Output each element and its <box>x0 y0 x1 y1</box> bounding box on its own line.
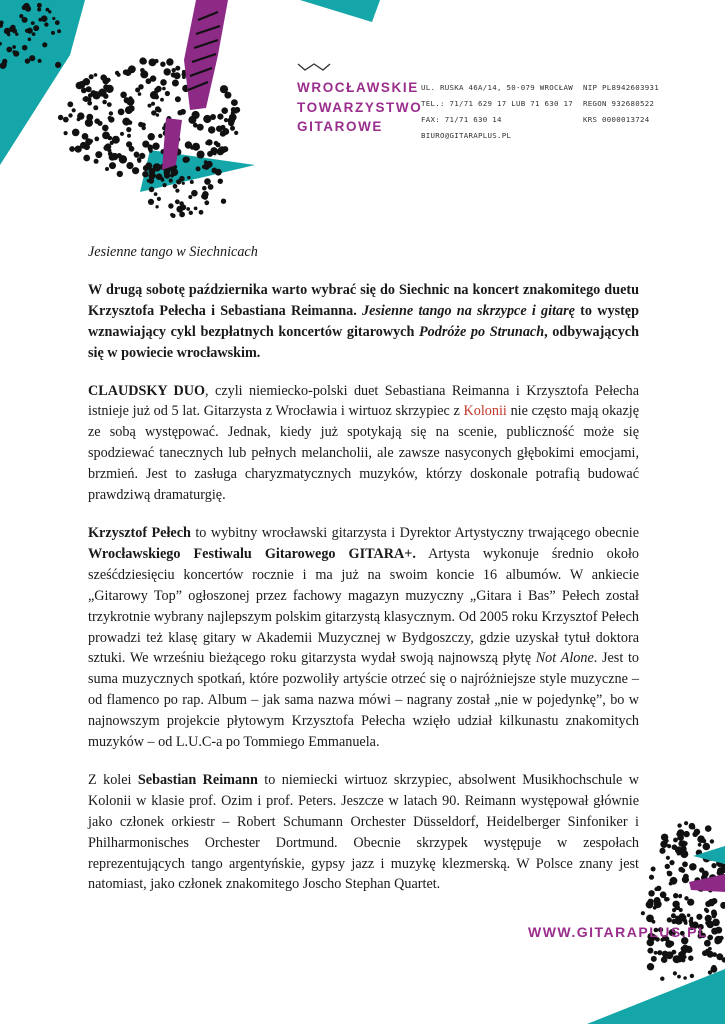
decorative-dot <box>711 911 717 917</box>
decorative-dot <box>672 901 679 908</box>
decorative-dot <box>19 14 23 18</box>
decorative-dot <box>175 189 179 193</box>
decorative-dot <box>63 117 69 123</box>
decorative-dot <box>7 33 10 36</box>
decorative-dot <box>179 201 184 206</box>
decorative-dot <box>172 68 176 72</box>
decorative-dot <box>673 955 681 963</box>
decorative-dot <box>666 897 670 901</box>
decorative-dot <box>142 141 149 148</box>
decorative-dot <box>190 117 196 123</box>
fax-line: FAX: 71/71 630 14 <box>421 115 502 124</box>
decorative-dot <box>160 98 164 102</box>
decorative-dot <box>214 141 219 146</box>
decorative-dot <box>6 47 12 53</box>
decorative-dot <box>83 155 90 162</box>
decorative-dot <box>210 114 216 120</box>
decorative-dot <box>208 126 215 133</box>
phone-line: TEL.: 71/71 629 17 LUB 71 630 17 <box>421 99 573 108</box>
decorative-dot <box>171 214 176 219</box>
decorative-dot <box>219 180 223 184</box>
decorative-dot <box>714 938 721 945</box>
decorative-dot <box>75 146 82 153</box>
decorative-dot <box>199 210 204 215</box>
decorative-dot <box>690 825 695 830</box>
decorative-dot <box>154 192 158 196</box>
decorative-dot <box>683 848 687 852</box>
org-name-line: GITAROWE <box>297 119 384 134</box>
decorative-dot <box>168 203 173 208</box>
decorative-dot <box>109 162 116 169</box>
decorative-dot <box>100 74 106 80</box>
decorative-dot <box>41 15 48 22</box>
decorative-dot <box>132 167 139 174</box>
decorative-dot <box>155 205 158 208</box>
artist-name: Sebastian Reimann <box>137 771 258 788</box>
decorative-dot <box>659 848 665 854</box>
decorative-dot <box>696 914 702 920</box>
decorative-dot <box>15 33 18 36</box>
duo-name: CLAUDSKY DUO <box>88 382 206 399</box>
decorative-dot <box>122 118 130 126</box>
decorative-dot <box>72 129 80 137</box>
decorative-dot <box>717 870 722 875</box>
decorative-dot <box>690 974 694 978</box>
krs-line: KRS 0000013724 <box>583 115 650 124</box>
decorative-dot <box>669 860 674 865</box>
dot-pattern-bottom <box>641 821 725 987</box>
decorative-dot <box>42 42 47 47</box>
decorative-dot <box>55 20 60 25</box>
decorative-dot <box>89 74 94 79</box>
decorative-dot <box>698 843 702 847</box>
decorative-dot <box>28 38 32 42</box>
decorative-dot <box>651 867 656 872</box>
decorative-dot <box>188 195 192 199</box>
decorative-dot <box>44 22 48 26</box>
decorative-dot <box>46 8 50 12</box>
decorative-dot <box>12 45 16 49</box>
decorative-dot <box>229 114 237 122</box>
decorative-dot <box>197 124 204 131</box>
decorative-dot <box>684 896 688 900</box>
decorative-dot <box>32 32 36 36</box>
decorative-dot <box>134 153 139 158</box>
decorative-dot <box>127 134 131 138</box>
article-body <box>88 242 639 912</box>
decorative-dot <box>31 21 35 25</box>
decorative-dot <box>25 29 29 33</box>
decorative-dot <box>712 919 720 927</box>
decorative-dot <box>110 141 114 145</box>
decorative-dot <box>677 834 684 841</box>
decorative-dot <box>678 867 684 873</box>
decorative-dot <box>118 109 125 116</box>
decorative-dot <box>667 844 671 848</box>
decorative-dot <box>654 951 658 955</box>
paragraph-text: , czyli niemiecko-polski duet Sebastiana Reimanna i Krzysztofa Pełecha istnieje już od 5 lat. Gitarzysta z Wrocławia i wirtuoz skrzypiec z <box>88 382 639 420</box>
decorative-dot <box>656 886 661 891</box>
decorative-dot <box>182 75 186 79</box>
decorative-dot <box>675 916 679 920</box>
organization-logo-name <box>297 78 422 137</box>
decorative-dot <box>163 183 167 187</box>
artist-name: Krzysztof Pełech <box>88 524 191 541</box>
decorative-dot <box>69 146 75 152</box>
decorative-dot <box>665 864 670 869</box>
decorative-dot <box>170 173 174 177</box>
decorative-dot <box>126 141 132 147</box>
decorative-dot <box>669 941 675 947</box>
decorative-dot <box>58 115 63 120</box>
decorative-dot <box>230 126 235 131</box>
decorative-dot <box>682 861 688 867</box>
paragraph-text: Artysta wykonuje średnio około sześćdziesięciu koncertów rocznie i ma już na swoim koncie 16 albumów. W ankiecie „Gitarowy Top” ogłoszonej przez fachowy magazyn muzyczny „Gitara i Bas” Pełech został trzykrotnie wybrany najlepszym polskim gitarzystą klasycznym. Od 2005 roku Krzysztof Pełech prowadzi też klasę gitary w Akademii Muzycznej w Bydgoszczy, gdzie uzyskał tytuł doktora sztuki. We wrześniu bieżącego roku gitarzysta wydał swoją najnowszą płytę <box>88 545 639 667</box>
footer-decoration <box>585 814 725 1024</box>
paragraph-text: . Jest to suma muzycznych spotkań, które pozwoliły artyście otrzeć się o najróżniejsze style muzyczne – od flamenco po rap. Album – jak sama nazwa mówi – nagrany został „nie w pojedynkę”, bo w najnowszym projekcie płytowym Krzysztofa Pełecha wzięło udział kilkunastu znakomitych muzyków – od L.U.C-a po Tommiego Emmanuela. <box>88 650 639 751</box>
decorative-dot <box>22 5 27 10</box>
decorative-dot <box>190 146 194 150</box>
decorative-dot <box>673 971 677 975</box>
teal-shape-right <box>300 0 380 22</box>
decorative-dot <box>215 169 222 176</box>
decorative-dot <box>93 105 98 110</box>
paragraph-text: to niemiecki wirtuoz skrzypiec, absolwent Musikhochschule w Kolonii w klasie prof. Ozim i prof. Peters. Jeszcze w latach 90. Reimann występował głównie jako członek orkiestr – Robert Schumann Orchester Düsseldorf, Heidelberger Sinfoniker i Philharmonisches Orchester Dortmund. Obecnie skrzypek występuje w zespołach reprezentujących tango argentyńskie, gypsy jazz i muzykę klezmerską. W Polsce znany jest natomiast, jako członek znakomitego Joscho Stephan Quartet. <box>88 771 639 893</box>
decorative-dot <box>667 871 673 877</box>
decorative-dot <box>710 839 714 843</box>
decorative-dot <box>148 104 152 108</box>
decorative-dot <box>667 917 672 922</box>
decorative-dot <box>141 58 147 64</box>
decorative-dot <box>704 940 711 947</box>
decorative-dot <box>707 935 713 941</box>
address-line: UL. RUSKA 46A/14, 50-079 WROCŁAW <box>421 83 573 92</box>
decorative-dot <box>117 171 123 177</box>
decorative-dot <box>153 163 161 171</box>
decorative-dot <box>148 199 154 205</box>
decorative-dot <box>680 950 686 956</box>
decorative-dot <box>703 843 711 851</box>
decorative-dot <box>137 159 141 163</box>
decorative-dot <box>158 134 162 138</box>
decorative-dot <box>149 187 155 193</box>
decorative-dot <box>221 107 228 114</box>
decorative-dot <box>649 875 654 880</box>
decorative-dot <box>711 863 716 868</box>
decorative-dot <box>641 911 645 915</box>
decorative-dot <box>677 975 681 979</box>
decorative-dot <box>3 63 7 67</box>
decorative-dot <box>687 914 691 918</box>
decorative-dot <box>160 61 165 66</box>
decorative-dot <box>115 71 119 75</box>
decorative-dot <box>647 899 653 905</box>
decorative-dot <box>155 106 161 112</box>
decorative-dot <box>697 835 705 843</box>
decorative-dot <box>176 179 181 184</box>
decorative-dot <box>647 963 654 970</box>
decorative-dot <box>231 99 238 106</box>
decorative-dot <box>197 151 205 159</box>
festival-name: Wrocławskiego Festiwalu Gitarowego GITARA+. <box>88 545 416 562</box>
decorative-dot <box>161 178 165 182</box>
decorative-dot <box>87 101 92 106</box>
decorative-dot <box>52 17 55 20</box>
decorative-dot <box>160 79 167 86</box>
decorative-dot <box>83 78 90 85</box>
decorative-dot <box>712 952 717 957</box>
album-title: Not Alone <box>535 650 594 667</box>
decorative-dot <box>222 128 229 135</box>
lead-paragraph <box>88 280 639 364</box>
decorative-dot <box>180 109 186 115</box>
decorative-dot <box>55 62 61 68</box>
decorative-dot <box>657 950 662 955</box>
logo-wave-icon <box>297 62 331 72</box>
decorative-dot <box>139 153 145 159</box>
decorative-dot <box>94 137 99 142</box>
decorative-dot <box>22 45 28 51</box>
decorative-dot <box>689 863 696 870</box>
decorative-dot <box>157 197 161 201</box>
decorative-dot <box>107 148 111 152</box>
decorative-dot <box>135 88 140 93</box>
decorative-dot <box>705 915 712 922</box>
paragraph-pelech <box>88 523 639 753</box>
decorative-dot <box>152 143 159 150</box>
decorative-dot <box>217 114 223 120</box>
decorative-dot <box>672 908 676 912</box>
decorative-dot <box>187 176 190 179</box>
decorative-dot <box>164 68 171 75</box>
decorative-dot <box>673 838 678 843</box>
decorative-dot <box>208 184 214 190</box>
decorative-dot <box>156 86 162 92</box>
decorative-dot <box>651 956 657 962</box>
decorative-dot <box>147 179 151 183</box>
decorative-dot <box>140 68 145 73</box>
decorative-dot <box>194 207 198 211</box>
decorative-dot <box>143 165 149 171</box>
decorative-dot <box>711 928 718 935</box>
paragraph-text: to wybitny wrocławski gitarzysta i Dyrektor Artystyczny trwającego obecnie <box>190 524 639 541</box>
decorative-dot <box>179 212 185 218</box>
org-name-line: TOWARZYSTWO <box>297 99 423 115</box>
decorative-dot <box>683 874 689 880</box>
decorative-dot <box>704 908 708 912</box>
regon-line: REGON 932680522 <box>583 99 655 108</box>
decorative-dot <box>201 194 207 200</box>
decorative-dot <box>189 211 193 215</box>
decorative-dot <box>165 91 170 96</box>
decorative-dot <box>679 908 683 912</box>
decorative-dot <box>694 829 701 836</box>
decorative-dot <box>172 80 179 87</box>
lead-concert-title: Jesienne tango na skrzypce i gitarę <box>362 302 575 319</box>
decorative-dot <box>648 890 654 896</box>
decorative-dot <box>126 162 133 169</box>
decorative-dot <box>94 159 99 164</box>
decorative-dot <box>103 84 109 90</box>
decorative-dot <box>720 902 725 909</box>
email-line: BIURO@GITARAPLUS.PL <box>421 131 512 140</box>
decorative-dot <box>173 184 178 189</box>
decorative-dot <box>175 96 181 102</box>
decorative-dot <box>203 163 210 170</box>
decorative-dot <box>683 976 687 980</box>
decorative-dot <box>217 148 224 155</box>
lead-series-title: Podróże po Strunach <box>418 323 545 340</box>
teal-shape-bottom <box>587 969 725 1024</box>
decorative-dot <box>95 151 102 158</box>
decorative-dot <box>67 101 73 107</box>
decorative-dot <box>126 127 131 132</box>
decorative-dot <box>77 112 84 119</box>
decorative-dot <box>33 25 39 31</box>
decorative-dot <box>169 179 173 183</box>
website-link[interactable]: WWW.GITARAPLUS.PL <box>528 924 708 940</box>
decorative-dot <box>234 110 238 114</box>
decorative-dot <box>125 69 132 76</box>
decorative-dot <box>37 8 41 12</box>
decorative-dot <box>83 96 89 102</box>
decorative-dot <box>166 58 173 65</box>
decorative-dot <box>138 122 143 127</box>
decorative-dot <box>148 133 155 140</box>
decorative-dot <box>708 947 712 951</box>
decorative-dot <box>183 157 189 163</box>
decorative-dot <box>688 956 693 961</box>
decorative-dot <box>150 75 156 81</box>
decorative-dot <box>171 72 176 77</box>
decorative-dot <box>85 119 93 127</box>
decorative-dot <box>670 877 678 885</box>
decorative-dot <box>708 970 712 974</box>
decorative-dot <box>102 100 107 105</box>
highlighted-word: Kolonii <box>463 403 507 420</box>
decorative-dot <box>102 125 109 132</box>
decorative-dot <box>684 821 688 825</box>
decorative-dot <box>29 55 35 61</box>
decorative-dot <box>13 51 19 57</box>
decorative-dot <box>128 105 135 112</box>
decorative-dot <box>653 906 657 910</box>
decorative-dot <box>647 948 653 954</box>
decorative-dot <box>689 919 694 924</box>
decorative-dot <box>119 155 127 163</box>
contact-address-block <box>421 80 573 144</box>
decorative-dot <box>68 113 72 117</box>
paragraph-reimann <box>88 770 639 895</box>
decorative-dot <box>94 73 98 77</box>
paragraph-text: nie często mają okazję ze sobą występować. Jednak, kiedy już spotykają się na scenie, publiczność może się spodziewać tanecznych lub pełnych melancholii, ale zawsze nasyconych głębokimi emocjami, brzmień. Jest to zasługa charyzmatycznych muzyków, którzy doskonale potrafią budować prawdziwą dramaturgię. <box>88 403 639 504</box>
nip-line: NIP PL8942603931 <box>583 83 659 92</box>
decorative-dot <box>665 839 669 843</box>
lead-text: to występ wznawiający cykl bezpłatnych koncertów gitarowych <box>88 302 639 340</box>
registration-block <box>583 80 659 128</box>
decorative-dot <box>204 179 209 184</box>
decorative-dot <box>151 173 156 178</box>
decorative-dot <box>138 92 142 96</box>
decorative-dot <box>64 131 68 135</box>
decorative-dot <box>105 167 109 171</box>
decorative-dot <box>175 66 180 71</box>
decorative-dot <box>678 895 682 899</box>
decorative-dot <box>186 207 190 211</box>
org-name-line: WROCŁAWSKIE <box>297 80 419 95</box>
decorative-dot <box>204 200 209 205</box>
decorative-dot <box>164 172 170 178</box>
decorative-dot <box>660 977 664 981</box>
decorative-dot <box>142 171 148 177</box>
decorative-dot <box>221 199 226 204</box>
decorative-dot <box>37 3 42 8</box>
decorative-dot <box>120 92 127 99</box>
decorative-dot <box>162 87 166 91</box>
decorative-dot <box>202 186 207 191</box>
decorative-dot <box>182 182 185 185</box>
decorative-dot <box>224 118 228 122</box>
decorative-dot <box>175 199 180 204</box>
decorative-dot <box>705 825 712 832</box>
decorative-dot <box>94 118 100 124</box>
decorative-dot <box>196 166 201 171</box>
paragraph-text: Z kolei <box>88 771 138 788</box>
decorative-dot <box>677 823 681 827</box>
decorative-dot <box>51 31 55 35</box>
decorative-dot <box>190 180 194 184</box>
decorative-dot <box>108 136 113 141</box>
decorative-dot <box>109 111 113 115</box>
decorative-dot <box>111 153 118 160</box>
decorative-dot <box>82 133 89 140</box>
decorative-dot <box>38 59 42 63</box>
decorative-dot <box>57 29 61 33</box>
decorative-dot <box>126 98 134 106</box>
decorative-dot <box>150 91 158 99</box>
decorative-dot <box>699 867 704 872</box>
decorative-dot <box>191 190 198 197</box>
decorative-dot <box>151 102 155 106</box>
decorative-dot <box>120 132 124 136</box>
decorative-dot <box>205 141 209 145</box>
decorative-dot <box>228 120 234 126</box>
decorative-dot <box>673 893 678 898</box>
decorative-dot <box>107 102 112 107</box>
decorative-dot <box>154 59 158 63</box>
paragraph-duo <box>88 381 639 506</box>
decorative-dot <box>10 25 16 31</box>
decorative-dot <box>88 93 93 98</box>
decorative-dot <box>660 891 667 898</box>
decorative-dot <box>108 116 112 120</box>
decorative-dot <box>213 151 217 155</box>
decorative-dot <box>72 108 76 112</box>
decorative-dot <box>706 902 710 906</box>
article-subject: Jesienne tango w Siechnicach <box>88 244 258 260</box>
lead-text: W drugą sobotę października warto wybrać się do Siechnic na koncert znakomitego duetu Krzysztofa Pełecha i Sebastiana Reimanna. <box>88 281 639 319</box>
lead-text: , odbywających się w powiecie wrocławskim. <box>88 323 639 361</box>
decorative-dot <box>220 85 228 93</box>
decorative-dot <box>666 951 674 959</box>
decorative-dot <box>234 131 238 135</box>
decorative-dot <box>666 856 670 860</box>
decorative-dot <box>86 86 92 92</box>
